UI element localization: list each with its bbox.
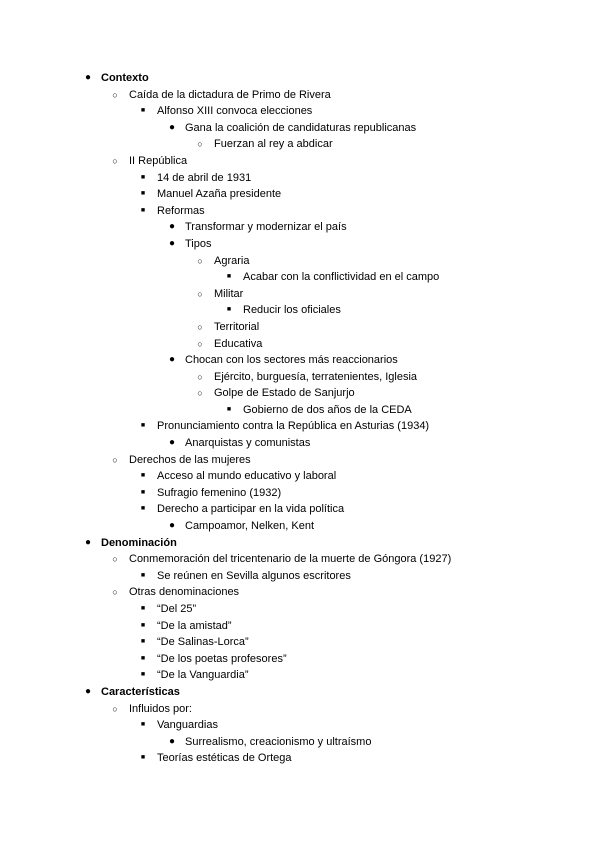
outline-item-text: Sufragio femenino (1932) [157,486,282,499]
outline-item [0,236,600,253]
square-bullet-icon: ■ [140,754,146,762]
outline-item-text: Gobierno de dos años de la CEDA [243,403,412,416]
disc-bullet-icon: ● [168,520,176,532]
outline-item-text: Tipos [185,237,212,250]
circle-bullet-icon: ○ [197,139,203,150]
outline-item [0,253,600,270]
outline-item [0,336,600,353]
outline-item [0,634,600,651]
outline-item [0,87,600,104]
outline-item [0,501,600,518]
square-bullet-icon: ■ [140,605,146,612]
square-bullet-icon: ■ [226,306,232,314]
outline-item-text: Caída de la dictadura de Primo de Rivera [129,88,331,101]
outline-item [0,551,600,568]
outline-item-text: 14 de abril de 1931 [157,171,252,184]
disc-bullet-icon: ● [168,437,176,449]
outline-item [0,153,600,170]
square-bullet-icon: ■ [140,173,146,181]
circle-bullet-icon: ○ [112,89,118,100]
disc-bullet-icon: ● [168,237,176,249]
outline-item [0,352,600,369]
outline-item-text: “De los poetas profesores” [157,652,287,665]
disc-bullet-icon: ● [168,354,176,366]
outline-item [0,319,600,336]
outline-item [0,435,600,452]
circle-bullet-icon: ○ [197,338,203,349]
outline-item-text: Vanguardias [157,719,218,732]
outline-item [0,369,600,386]
outline-item-text: Anarquistas y comunistas [185,437,311,450]
outline-item [0,136,600,153]
disc-bullet-icon: ● [84,536,92,548]
circle-bullet-icon: ○ [112,587,118,598]
outline-document [0,70,600,767]
outline-item-text: Conmemoración del tricentenario de la muerte de Góngora (1927) [129,553,452,566]
circle-bullet-icon: ○ [112,703,118,714]
disc-bullet-icon: ● [168,121,176,133]
outline-item-text: Educativa [214,337,263,350]
square-bullet-icon: ■ [140,488,146,496]
circle-bullet-icon: ○ [197,321,203,332]
outline-item [0,485,600,502]
outline-item [0,418,600,435]
outline-section-heading [0,70,600,87]
outline-item-text: Otras denominaciones [129,586,240,599]
square-bullet-icon: ■ [140,721,146,729]
outline-item [0,219,600,236]
outline-item-text: Manuel Azaña presidente [157,188,282,201]
outline-item [0,385,600,402]
outline-item [0,717,600,734]
outline-item-text: Surrealismo, creacionismo y ultraísmo [185,735,372,748]
outline-item-text: “De Salinas-Lorca” [157,636,249,649]
circle-bullet-icon: ○ [197,288,203,299]
square-bullet-icon: ■ [140,505,146,513]
outline-item-text: “De la Vanguardia” [157,669,249,682]
outline-item-text: Derecho a participar en la vida política [157,503,345,516]
outline-item [0,734,600,751]
outline-item-text: Militar [214,287,244,300]
outline-item [0,618,600,635]
outline-item-text: Campoamor, Nelken, Kent [185,520,315,533]
square-bullet-icon: ■ [140,671,146,679]
outline-item [0,750,600,767]
circle-bullet-icon: ○ [112,454,118,465]
outline-item-text: Reducir los oficiales [243,304,341,317]
disc-bullet-icon: ● [84,685,92,697]
circle-bullet-icon: ○ [197,388,203,399]
outline-section-heading [0,684,600,701]
circle-bullet-icon: ○ [112,155,118,166]
outline-item-text: Fuerzan al rey a abdicar [214,138,333,151]
outline-item-text: Transformar y modernizar el país [185,221,347,234]
outline-item-text: Agraria [214,254,250,267]
square-bullet-icon: ■ [140,571,146,579]
disc-bullet-icon: ● [84,72,92,83]
disc-bullet-icon: ● [168,735,176,747]
square-bullet-icon: ■ [140,190,146,198]
outline-item-text: Denominación [101,536,177,549]
outline-item-text: Golpe de Estado de Sanjurjo [214,387,355,400]
outline-item-text: Ejército, burguesía, terratenientes, Iglesia [214,370,418,383]
outline-item [0,302,600,319]
outline-item [0,667,600,684]
outline-item-text: Alfonso XIII convoca elecciones [157,105,313,118]
outline-item [0,170,600,187]
square-bullet-icon: ■ [140,472,146,480]
outline-item-text: Derechos de las mujeres [129,453,251,466]
circle-bullet-icon: ○ [197,255,203,266]
outline-item [0,568,600,585]
outline-item [0,601,600,618]
outline-item [0,203,600,220]
outline-item [0,103,600,120]
outline-item [0,186,600,203]
circle-bullet-icon: ○ [112,554,118,565]
outline-item [0,452,600,469]
outline-item-text: II República [129,154,188,167]
outline-item [0,286,600,303]
outline-item [0,402,600,419]
square-bullet-icon: ■ [140,107,146,115]
square-bullet-icon: ■ [140,654,146,662]
outline-item-text: Chocan con los sectores más reaccionarios [185,354,398,367]
square-bullet-icon: ■ [226,273,232,281]
outline-item [0,269,600,286]
outline-section-heading [0,535,600,552]
disc-bullet-icon: ● [168,221,176,233]
outline-item-text: “De la amistad” [157,619,232,632]
outline-item-text: Contexto [101,72,149,84]
outline-item [0,518,600,535]
square-bullet-icon: ■ [226,405,232,413]
square-bullet-icon: ■ [140,638,146,646]
outline-item-text: Territorial [214,320,260,333]
outline-item [0,468,600,485]
outline-item [0,584,600,601]
outline-item-text: Teorías estéticas de Ortega [157,752,292,765]
outline-item-text: Acceso al mundo educativo y laboral [157,470,337,483]
outline-item-text: Pronunciamiento contra la República en Asturias (1934) [157,420,430,433]
outline-item [0,651,600,668]
square-bullet-icon: ■ [140,621,146,629]
outline-item-text: Influidos por: [129,702,192,715]
outline-item-text: Se reúnen en Sevilla algunos escritores [157,569,351,582]
outline-item-text: Reformas [157,204,205,217]
outline-item-text: Gana la coalición de candidaturas republicanas [185,121,417,134]
outline-item-text: Acabar con la conflictividad en el campo [243,271,440,284]
square-bullet-icon: ■ [140,206,146,214]
outline-item-text: “Del 25” [157,603,197,615]
outline-item [0,120,600,137]
circle-bullet-icon: ○ [197,371,203,382]
square-bullet-icon: ■ [140,422,146,430]
outline-item-text: Características [101,685,180,698]
outline-item [0,701,600,718]
